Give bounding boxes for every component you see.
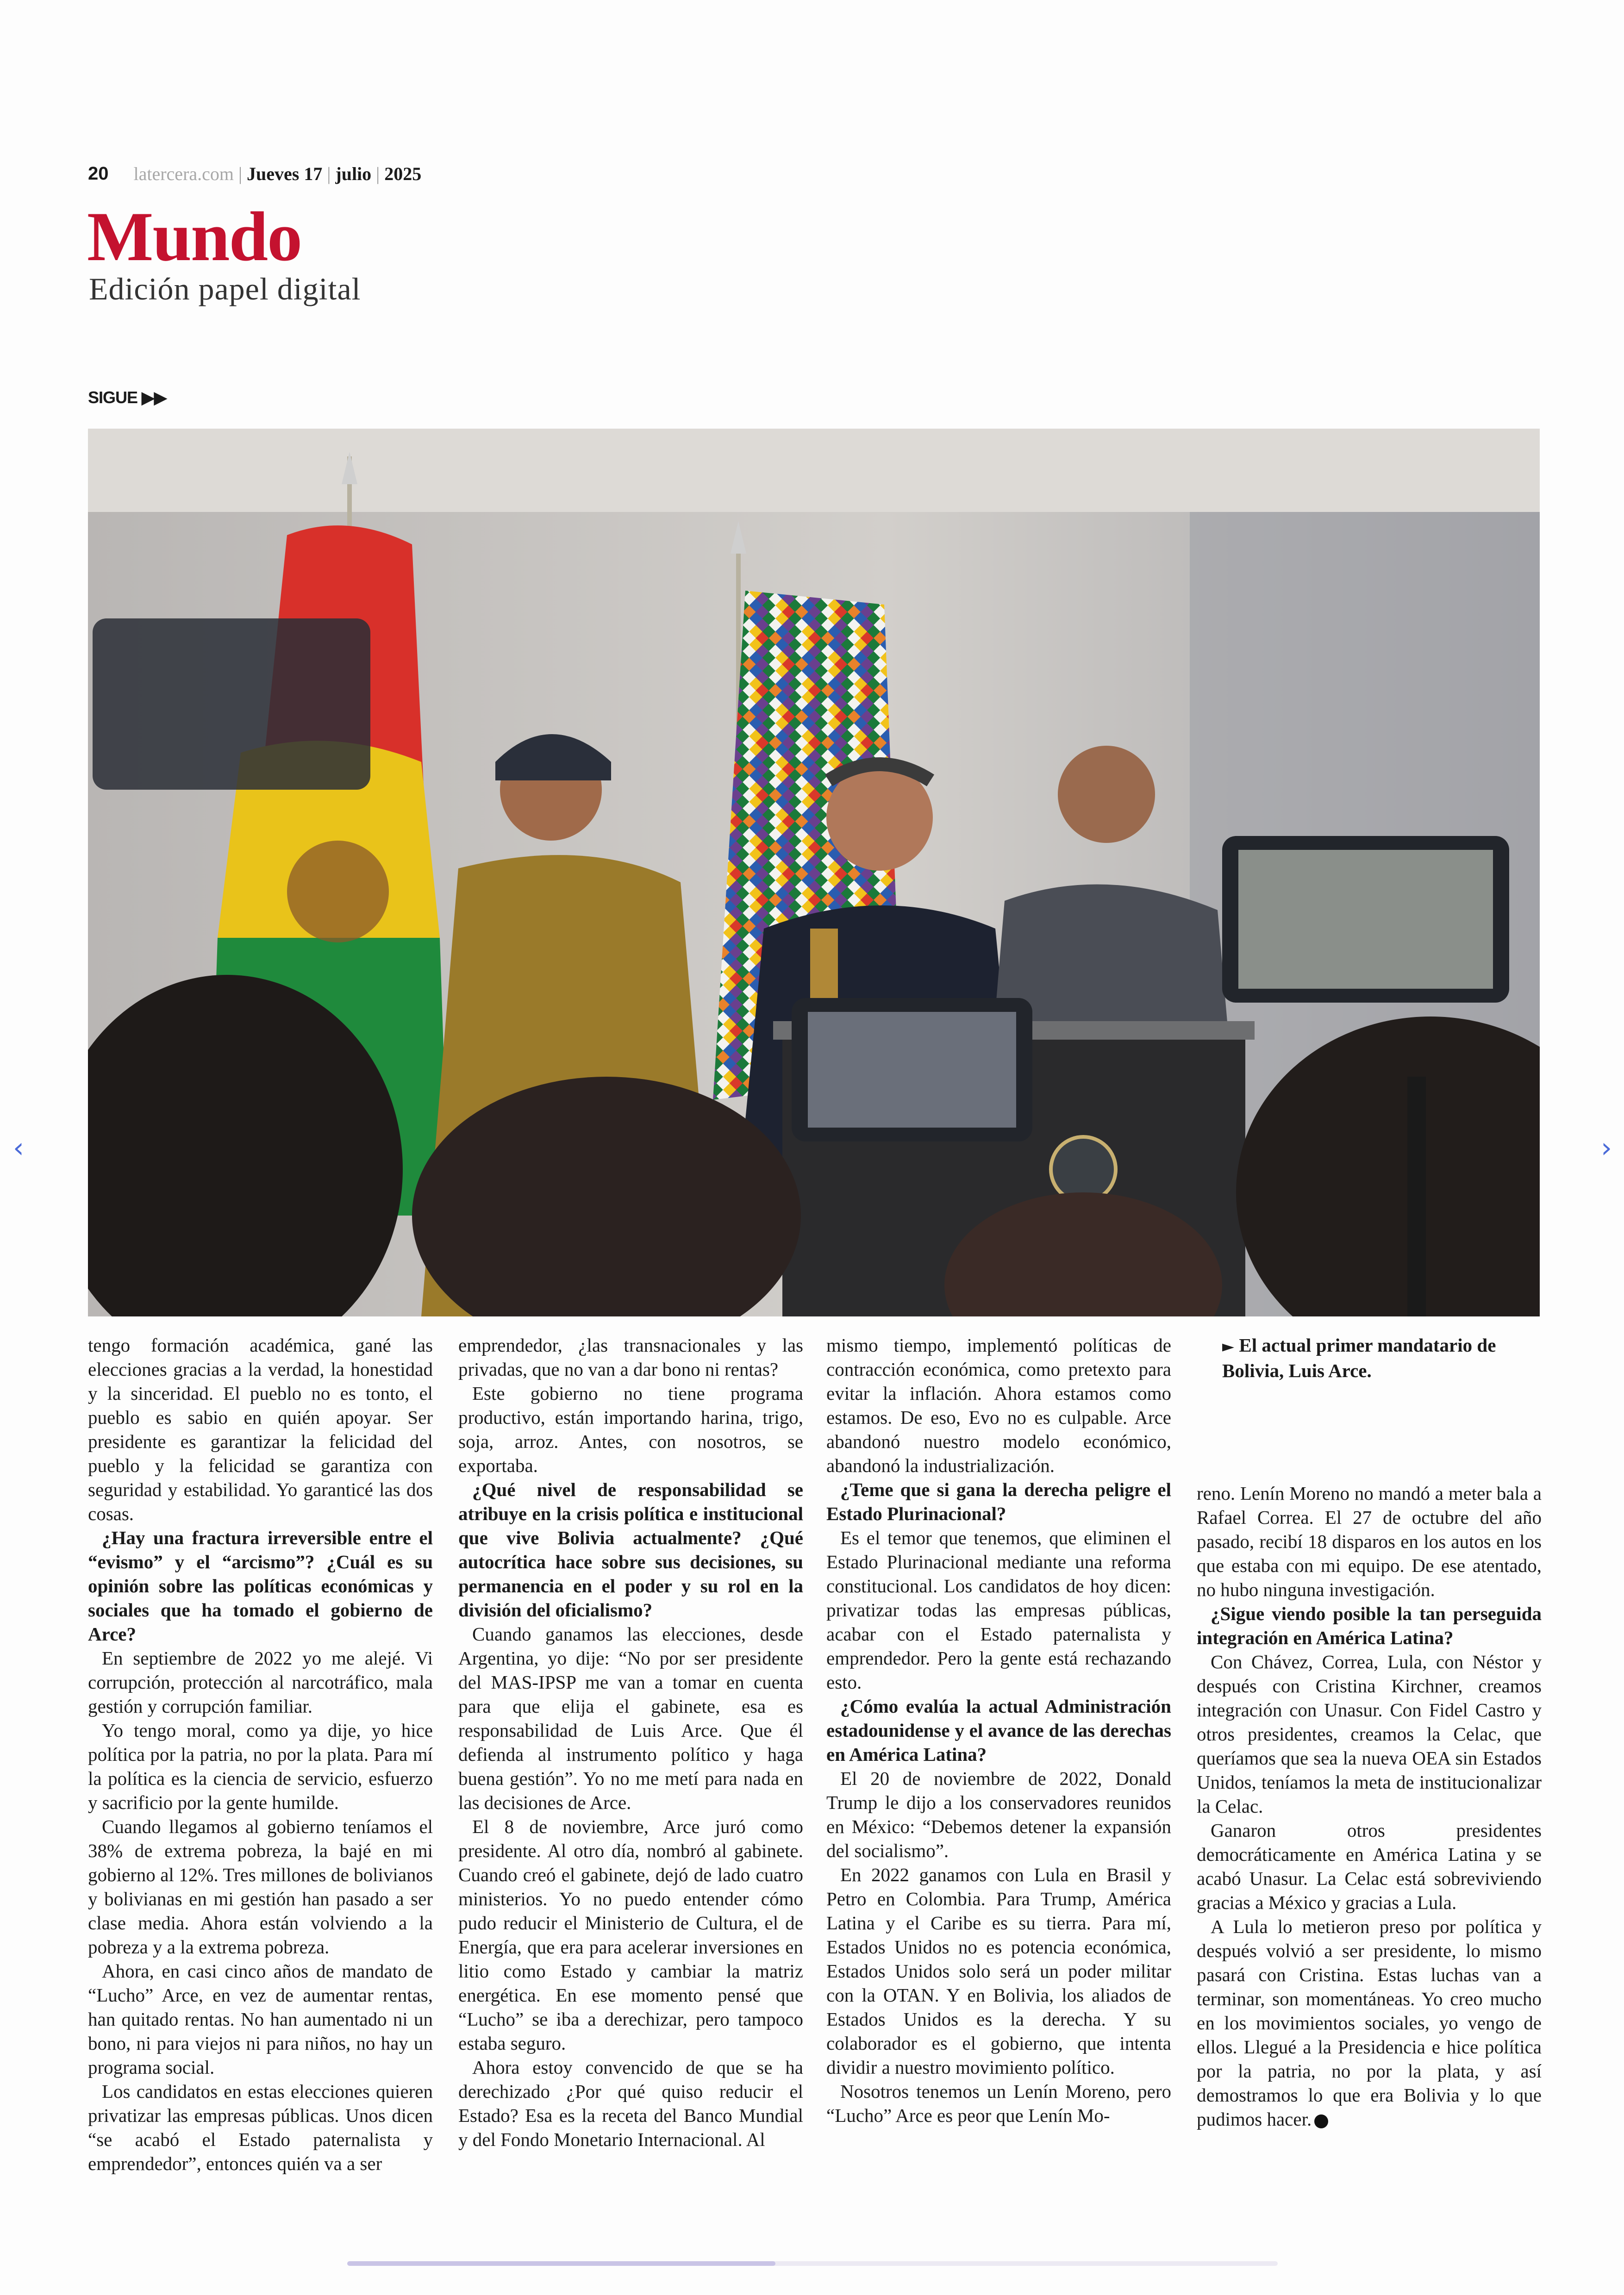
paragraph-text: ¿Qué nivel de responsabilidad se atribuye en la crisis política e institucional que vive Bolivia actualmente? ¿Qué autocrítica hace sobre sus decisiones, su permanencia en el poder y su rol en la división del oficialismo? <box>458 1479 803 1621</box>
separator: | <box>327 163 331 184</box>
article-paragraph <box>458 1333 803 1381</box>
press-conference-photo <box>88 429 1540 1316</box>
paragraph-text: Este gobierno no tiene programa productivo, están importando harina, trigo, soja, arroz. Antes, con nosotros, se exportaba. <box>458 1383 803 1476</box>
paragraph-text: Es el temor que tenemos, que eliminen el Estado Plurinacional mediante una reforma constitucional. Los candidatos de hoy dicen: privatizar todas las empresas públicas, acabar con el Estado paternalista y emprendedor. Pero la gente está rechazando esto. <box>826 1527 1171 1693</box>
article-paragraph <box>88 2079 433 2176</box>
paragraph-text: tengo formación académica, gané las elecciones gracias a la verdad, la honestidad y la sinceridad. El pueblo no es tonto, el pueblo es sabio en quién apoyar. Ser presidente es garantizar la felicidad del pueblo y la felicidad se garantiza con seguridad y estabilidad. Yo garanticé las dos cosas. <box>88 1335 433 1524</box>
paragraph-text: Los candidatos en estas elecciones quieren privatizar las empresas públicas. Unos dicen “se acabó el Estado paternalista y emprendedor”, entonces quién va a ser <box>88 2081 433 2174</box>
article-paragraph <box>458 2055 803 2152</box>
article-paragraph <box>826 2079 1171 2127</box>
article-paragraph <box>826 1333 1171 1478</box>
photo-caption <box>1222 1333 1542 1383</box>
paragraph-text: En 2022 ganamos con Lula en Brasil y Petro en Colombia. Para Trump, América Latina y el Caribe es su tierra. Para mí, Estados Unidos no es potencia económica, Estados Unidos solo será un poder militar con la OTAN. Y en Bolivia, los aliados de Estados Unidos es la derecha. Y su colaborador es el gobierno, que intenta dividir a nuestro movimiento político. <box>826 1864 1171 2078</box>
article-paragraph <box>458 1815 803 2055</box>
article-paragraph <box>826 1526 1171 1694</box>
article-photo <box>88 429 1540 1316</box>
paragraph-text: Cuando llegamos al gobierno teníamos el 38% de extrema pobreza, la bajé en mi gobierno al 12%. Tres millones de bolivianos y bolivianas en mi gestión han pasado a ser clase media. Ahora están volviendo a la pobreza y a la extrema pobreza. <box>88 1816 433 1958</box>
article-column-2 <box>458 1333 803 2152</box>
date-day: Jueves 17 <box>247 163 323 184</box>
article-paragraph <box>1197 1818 1542 1915</box>
section-subtitle: Edición papel digital <box>89 271 361 306</box>
paragraph-text: Ahora estoy convencido de que se ha derechizado ¿Por qué quiso reducir el Estado? Esa es la receta del Banco Mundial y del Fondo Monetario Internacional. Al <box>458 2057 803 2150</box>
paragraph-text: Nosotros tenemos un Lenín Moreno, pero “Lucho” Arce es peor que Lenín Mo- <box>826 2081 1171 2126</box>
paragraph-text: ¿Teme que si gana la derecha peligre el Estado Plurinacional? <box>826 1479 1171 1524</box>
paragraph-text: El 8 de noviembre, Arce juró como presidente. Al otro día, nombró al gabinete. Cuando creó el gabinete, dejó de lado cuatro ministerios. Yo no puedo entender cómo pudo reducir el Ministerio de Cultura, el de Energía, que era para acelerar inversiones en litio como Estado y cambiar la matriz energética. En ese momento pensé que “Lucho” se iba a derechizar, pero tampoco estaba seguro. <box>458 1816 803 2054</box>
continue-label: SIGUE ▶▶ <box>88 388 167 407</box>
separator: | <box>238 163 243 184</box>
end-of-article-icon <box>1314 2114 1328 2128</box>
article-paragraph <box>88 1333 433 1526</box>
article-paragraph <box>88 1959 433 2079</box>
prev-page-arrow-icon[interactable]: ‹ <box>13 1132 24 1164</box>
article-column-3 <box>826 1333 1171 2127</box>
page-header <box>88 162 421 185</box>
scrollbar-thumb[interactable] <box>347 2261 775 2266</box>
article-paragraph <box>826 1766 1171 1863</box>
article-paragraph <box>88 1646 433 1718</box>
next-page-arrow-icon[interactable]: › <box>1601 1132 1612 1164</box>
interview-question <box>826 1478 1171 1526</box>
paragraph-text: reno. Lenín Moreno no mandó a meter bala a Rafael Correa. El 27 de octubre del año pasado, recibí 18 disparos en los autos en los que estaba con mi equipo. De ese atentado, no hubo ninguna investigación. <box>1197 1483 1542 1600</box>
interview-question <box>826 1694 1171 1766</box>
article-paragraph <box>1197 1915 1542 2131</box>
paragraph-text: mismo tiempo, implementó políticas de contracción económica, como pretexto para evitar la inflación. Ahora estamos como estamos. De eso, Evo no es culpable. Arce abandonó nuestro modelo económico, abandonó la industrialización. <box>826 1335 1171 1476</box>
paragraph-text: Con Chávez, Correa, Lula, con Néstor y después con Cristina Kirchner, creamos integración con Unasur. Con Fidel Castro y otros presidentes, creamos la Celac, que queríamos que sea la nueva OEA sin Estados Unidos, teníamos la meta de institucionalizar la Celac. <box>1197 1651 1542 1817</box>
interview-question <box>1197 1602 1542 1650</box>
paragraph-text: Cuando ganamos las elecciones, desde Argentina, yo dije: “No por ser presidente del MAS-IPSP me van a tomar en cuenta para que elija el gabinete, esa es responsabilidad de Luis Arce. Que él defienda al instrumento político y haga buena gestión”. Yo no me metí para nada en las decisiones de Arce. <box>458 1623 803 1813</box>
article-paragraph <box>88 1718 433 1815</box>
horizontal-scrollbar[interactable] <box>347 2261 1278 2266</box>
paragraph-text: ¿Hay una fractura irreversible entre el “evismo” y el “arcismo”? ¿Cuál es su opinión sobre las políticas económicas y sociales que ha tomado el gobierno de Arce? <box>88 1527 433 1645</box>
paragraph-text: Ahora, en casi cinco años de mandato de “Lucho” Arce, en vez de aumentar rentas, han quitado rentas. No han aumentado ni un bono, ni para viejos ni para niños, no hay un programa social. <box>88 1960 433 2078</box>
article-paragraph <box>88 1815 433 1959</box>
article-paragraph <box>826 1863 1171 2079</box>
paragraph-text: ¿Sigue viendo posible la tan perseguida integración en América Latina? <box>1197 1603 1542 1648</box>
section-title: Mundo <box>87 198 302 275</box>
article-column-1 <box>88 1333 433 2176</box>
article-paragraph <box>1197 1650 1542 1818</box>
paragraph-text: A Lula lo metieron preso por política y después volvió a ser presidente, lo mismo pasará con Cristina. Estas luchas van a terminar, son momentáneas. Yo creo mucho en los movimientos sociales, yo vengo de ellos. Llegué a la Presidencia e hice política por la patria, no por la plata, y así demostramos lo que era Bolivia y lo que pudimos hacer. <box>1197 1916 1542 2130</box>
article-paragraph <box>458 1381 803 1478</box>
page-number: 20 <box>88 163 109 184</box>
caption-marker-icon: ► <box>1222 1337 1235 1356</box>
paragraph-text: Yo tengo moral, como ya dije, yo hice política por la patria, no por la plata. Para mí la política es la ciencia de servicio, esfuerzo y sacrificio por la gente humilde. <box>88 1720 433 1813</box>
paragraph-text: Ganaron otros presidentes democráticamente en América Latina y se acabó Unasur. La Celac está sobreviviendo gracias a México y gracias a Lula. <box>1197 1820 1542 1913</box>
site-name: latercera.com <box>133 163 234 184</box>
interview-question <box>458 1478 803 1622</box>
article-column-4 <box>1197 1481 1542 2131</box>
paragraph-text: El 20 de noviembre de 2022, Donald Trump le dijo a los conservadores reunidos en México: “Debemos detener la expansión del socialismo”. <box>826 1768 1171 1861</box>
paragraph-text: emprendedor, ¿las transnacionales y las privadas, que no van a dar bono ni rentas? <box>458 1335 803 1380</box>
interview-question <box>88 1526 433 1646</box>
paragraph-text: ¿Cómo evalúa la actual Administración estadounidense y el avance de las derechas en América Latina? <box>826 1696 1171 1765</box>
separator: | <box>376 163 380 184</box>
article-paragraph <box>458 1622 803 1815</box>
paragraph-text: En septiembre de 2022 yo me alejé. Vi corrupción, protección al narcotráfico, mala gestión y corrupción familiar. <box>88 1647 433 1717</box>
article-paragraph <box>1197 1481 1542 1602</box>
caption-text: El actual primer mandatario de Bolivia, Luis Arce. <box>1222 1335 1496 1381</box>
date-month: julio <box>335 163 372 184</box>
date-year: 2025 <box>384 163 422 184</box>
